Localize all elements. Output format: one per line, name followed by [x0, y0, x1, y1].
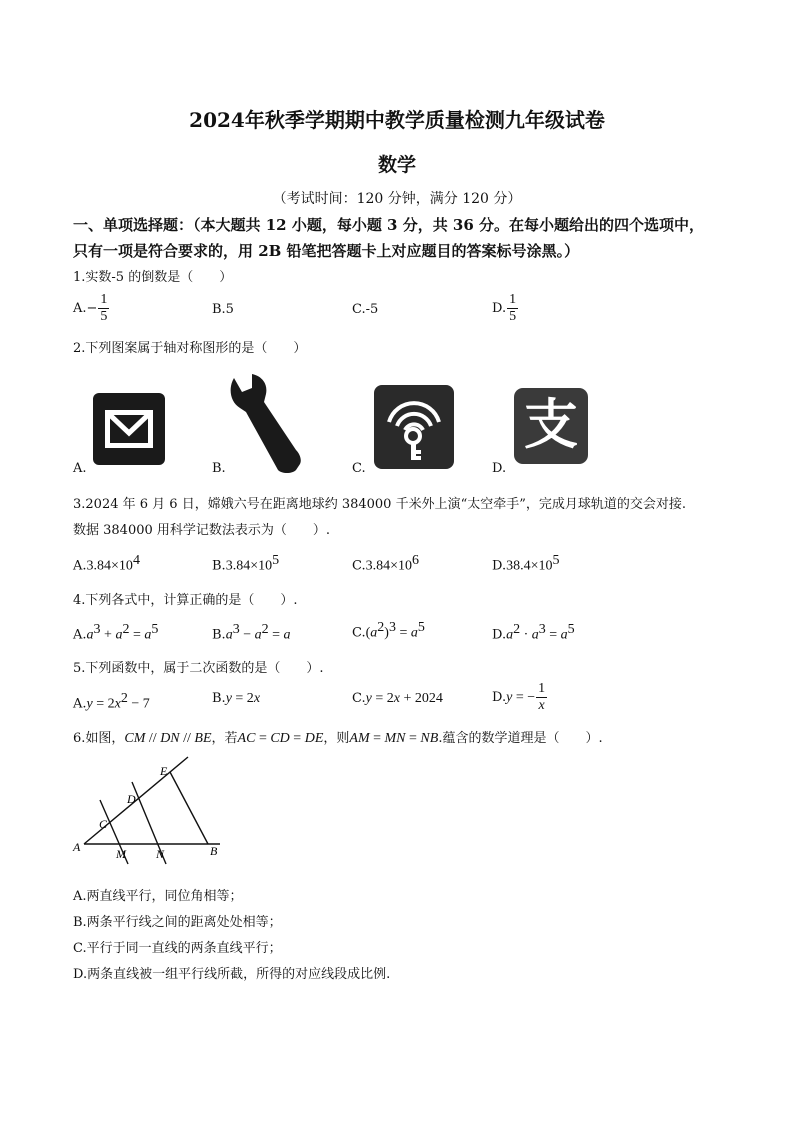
wifi-key-icon: [373, 384, 455, 470]
line-be: [170, 772, 208, 844]
q3-option-c: $C.3.84\times 10^6$: [352, 553, 420, 574]
q4-option-c: $C.(a^2)^3 = a^5$: [352, 620, 425, 641]
point-d-label: D: [127, 792, 136, 806]
q3-option-a: $A.3.84\times 10^4$: [73, 553, 140, 574]
section-instructions-line1: 一、单项选择题：（本大题共 12 小题，每小题 3 分，共 36 分。在每小题给出的四个选项中，: [73, 216, 705, 234]
q4-option-b: $B.a^3 - a^2 = a$: [212, 622, 291, 643]
q4-option-d: $D.a^2 \cdot a^3 = a^5$: [492, 622, 575, 643]
q5-option-d: D.y = − $\frac{1}{x}$: [492, 681, 546, 713]
q2-option-c-label: C.: [352, 461, 366, 476]
q2-option-a-label: A.: [73, 461, 87, 476]
point-m-label: M: [116, 847, 126, 861]
point-n-label: N: [156, 847, 165, 861]
point-e-label: E: [160, 764, 168, 778]
subject-title: 数学: [377, 154, 416, 176]
q3-option-d: $D.38.4\times 10^5$: [492, 553, 560, 574]
q1-stem: 1.实数-5 的倒数是（ ）: [73, 270, 233, 285]
q2-stem: 2.下列图案属于轴对称图形的是（ ）: [73, 341, 307, 356]
q1-option-d: D. $\frac{1}{5}$: [492, 292, 517, 324]
q6-option-a: A.两直线平行，同位角相等；: [73, 889, 243, 904]
q3-option-b: $B.3.84\times 10^5$: [212, 553, 280, 574]
q4-stem: 4.下列各式中，计算正确的是（ ）.: [73, 593, 298, 608]
q6-stem: 6.如图，CM // DN // BE，若AC = CD = DE，则AM = MN = NB.蕴含的数学道理是（ ）.: [73, 731, 603, 746]
exam-title: 2024年秋季学期期中教学质量检测九年级试卷: [189, 108, 605, 132]
point-b-label: B: [210, 844, 218, 858]
q4-option-a: $A.a^3 + a^2 = a^5$: [73, 622, 159, 643]
alipay-glyph: 支: [524, 393, 578, 456]
q3-stem-line2: 数据 384000 用科学记数法表示为（ ）.: [73, 523, 331, 538]
q1-option-c: C.-5: [352, 302, 379, 317]
q2-option-d-label: D.: [492, 461, 507, 476]
exam-time-info: （考试时间：120 分钟，满分 120 分）: [272, 191, 522, 207]
envelope-icon: [92, 392, 166, 466]
point-c-label: C: [99, 817, 108, 831]
alipay-icon: [514, 388, 588, 464]
wrench-icon: [226, 374, 312, 474]
q6-option-d: D.两条直线被一组平行线所截，所得的对应线段成比例.: [73, 967, 391, 982]
q5-option-c: C.y = 2x + 2024: [352, 691, 443, 706]
q6-option-b: B.两条平行线之间的距离处处相等；: [73, 915, 282, 930]
q1-option-a: A.− $\frac{1}{5}$: [73, 292, 108, 324]
q1-option-b: B.5: [212, 302, 234, 317]
point-a-label: A: [73, 840, 81, 854]
q5-stem: 5.下列函数中，属于二次函数的是（ ）.: [73, 661, 324, 676]
q6-geometry-figure: [70, 752, 240, 867]
q5-option-b: B.y = 2x: [212, 691, 261, 706]
q2-option-b-label: B.: [212, 461, 226, 476]
q5-option-a: $A.y = 2x^2 - 7$: [73, 691, 150, 712]
q6-option-c: C.平行于同一直线的两条直线平行；: [73, 941, 282, 956]
section-instructions-line2: 只有一项是符合要求的，用 2B 铅笔把答题卡上对应题目的答案标号涂黑。）: [73, 242, 580, 260]
q3-stem-line1: 3.2024 年 6 月 6 日，嫦娥六号在距离地球约 384000 千米外上演“太空牵手”，完成月球轨道的交会对接.: [73, 497, 687, 512]
